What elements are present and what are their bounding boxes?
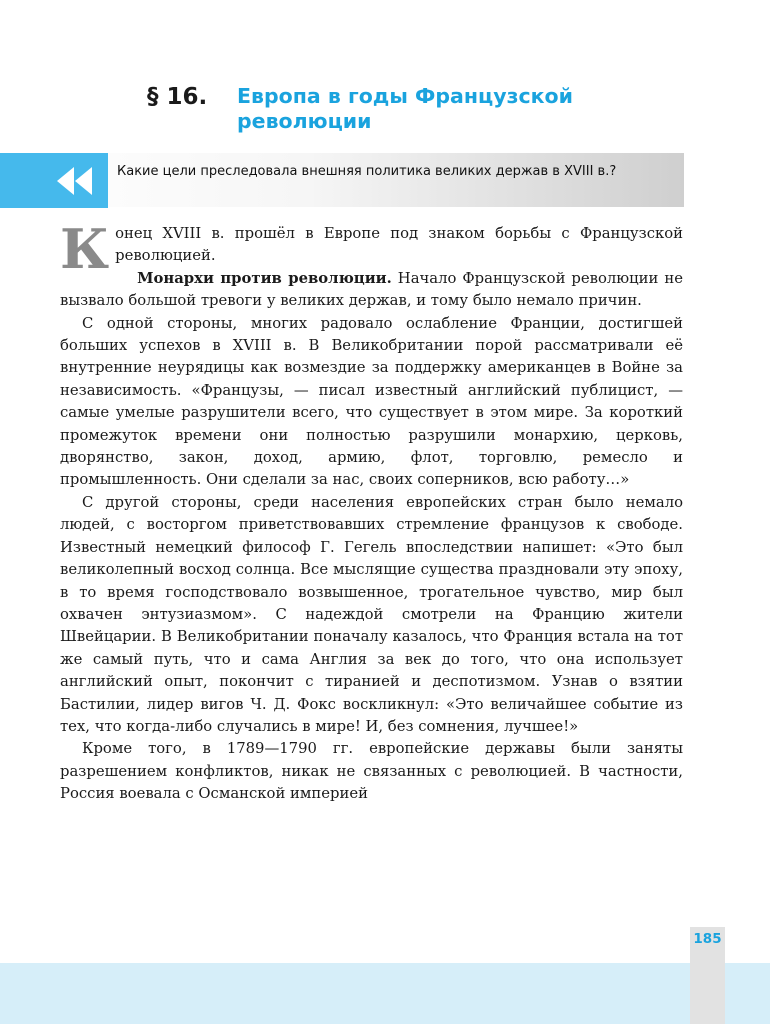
bottom-band: [0, 963, 770, 1024]
double-chevron-left-icon: [54, 165, 98, 197]
paragraph-1-text: Начало Французской революции не вызвало большой тревоги у великих держав, и тому было немало причин.: [60, 269, 683, 310]
section-number: § 16.: [147, 84, 208, 110]
paragraph-2: С одной стороны, многих радовало ослабление Франции, достигшей больших успехов в XVIII в. В Великобритании порой рассматривали её внутренние неурядицы как возмездие за поддержку американцев в Войне за независимость. «Французы, — писал известный английский публицист, — самые умелые разрушители всего, что существует в этом мире. За короткий промежуток времени они полностью разрушили монархию, церковь, дворянство, закон, доход, армию, флот, торговлю, ремесло и промышленность. Они сделали за нас, своих соперников, всю работу…»: [60, 314, 683, 489]
intro-text: онец XVIII в. прошёл в Европе под знаком борьбы с Французской революцией.: [115, 225, 683, 265]
subheading: Монархи против революции.: [137, 269, 392, 287]
section-title: Европа в годы Французской революции: [237, 84, 573, 133]
question-text: Какие цели преследовала внешняя политика великих держав в XVIII в.?: [117, 164, 617, 179]
drop-cap: К: [60, 217, 110, 281]
question-icon-box: [0, 153, 108, 208]
paragraph-3: С другой стороны, среди населения европейских стран было немало людей, с восторгом приветствовавших стремление французов к свободе. Известный немецкий философ Г. Гегель впоследствии напишет: «Это был великолепный восход солнца. Все мыслящие существа праздновали эту эпоху, в то время господствовало возвышенное, трогательное чувство, мир был охвачен энтузиазмом». С надеждой смотрели на Францию жители Швейцарии. В Великобритании поначалу казалось, что Франция встала на тот же самый путь, что и сама Англия за век до того, что она использует английский опыт, покончит с тиранией и деспотизмом. Узнав о взятии Бастилии, лидер вигов Ч. Д. Фокс воскликнул: «Это величайшее событие из тех, что когда-либо случались в мире! И, без сомнения, лучшее!»: [60, 493, 683, 735]
page-number: 185: [693, 931, 722, 947]
body-text: [60, 217, 683, 806]
paragraph-1: [60, 268, 683, 313]
paragraph-4: Кроме того, в 1789—1790 гг. европейские державы были заняты разрешением конфликтов, никак не связанных с революцией. В частности, Россия воевала с Османской империей: [60, 740, 683, 803]
